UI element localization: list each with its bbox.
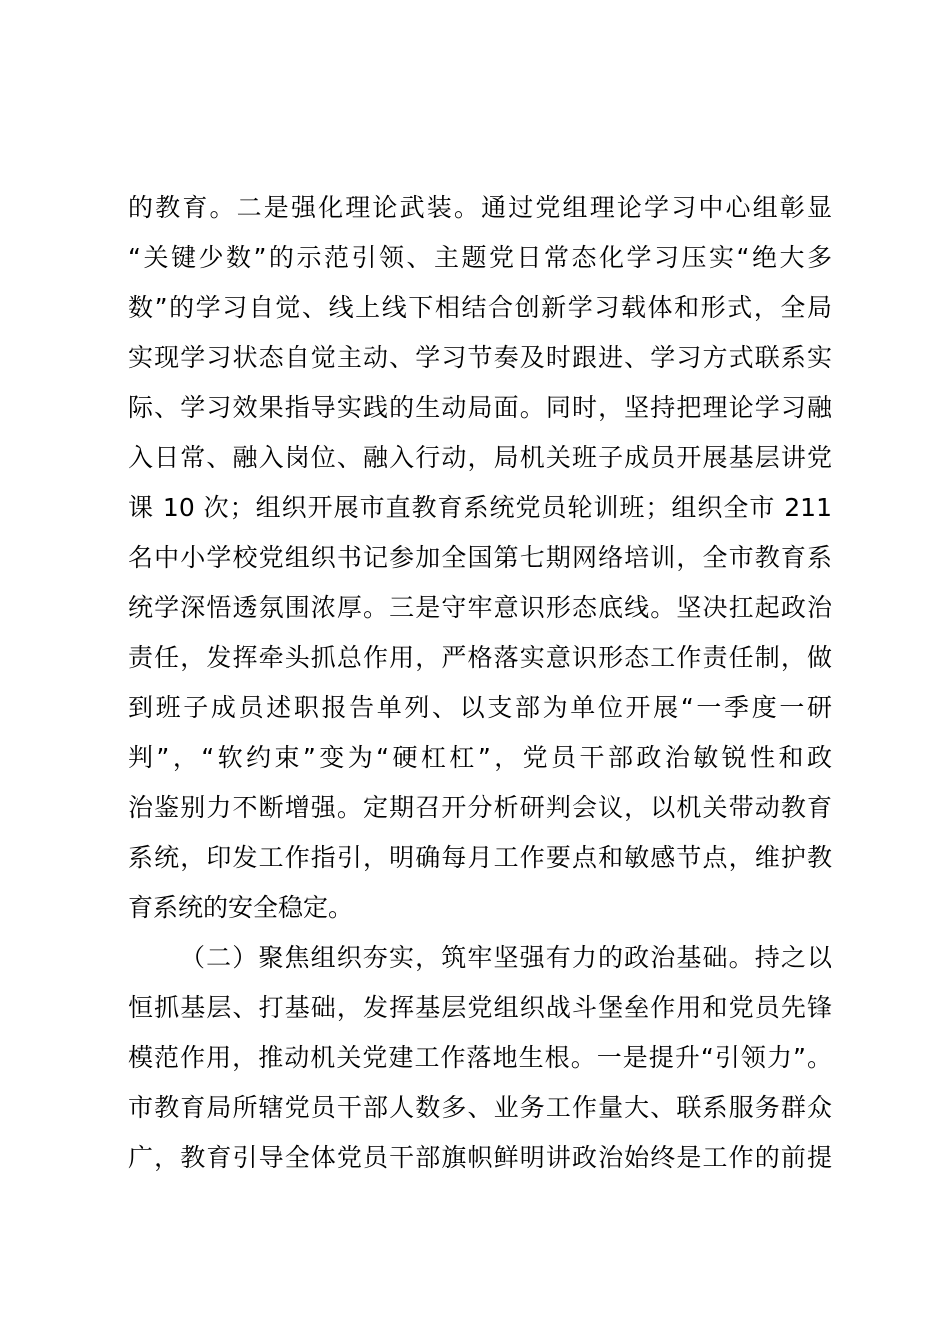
text-line: 模范作用，推动机关党建工作落地生根。一是提升“引领力”。 — [128, 1043, 832, 1072]
paragraph-2 — [128, 933, 832, 1183]
body-text — [128, 183, 832, 1183]
text-line: 统学深悟透氛围浓厚。三是守牢意识形态底线。坚决扛起政治 — [128, 593, 832, 622]
text-line: 入日常、融入岗位、融入行动，局机关班子成员开展基层讲党 — [128, 443, 832, 472]
text-line: 名中小学校党组织书记参加全国第七期网络培训，全市教育系 — [128, 543, 832, 572]
text-line: 判”，“软约束”变为“硬杠杠”，党员干部政治敏锐性和政 — [128, 743, 832, 772]
paragraph-1 — [128, 183, 832, 933]
text-line: “关键少数”的示范引领、主题党日常态化学习压实“绝大多 — [128, 243, 832, 272]
text-line: 育系统的安全稳定。 — [128, 893, 354, 922]
text-line: 广，教育引导全体党员干部旗帜鲜明讲政治始终是工作的前提 — [128, 1143, 832, 1172]
text-line: 责任，发挥牵头抓总作用，严格落实意识形态工作责任制，做 — [128, 643, 832, 672]
text-line: 系统，印发工作指引，明确每月工作要点和敏感节点，维护教 — [128, 843, 832, 872]
text-line: 市教育局所辖党员干部人数多、业务工作量大、联系服务群众 — [128, 1093, 832, 1122]
text-line: 际、学习效果指导实践的生动局面。同时，坚持把理论学习融 — [128, 393, 832, 422]
text-line: 的教育。二是强化理论武装。通过党组理论学习中心组彰显 — [128, 193, 832, 222]
text-line: 到班子成员述职报告单列、以支部为单位开展“一季度一研 — [128, 693, 832, 722]
text-line: 数”的学习自觉、线上线下相结合创新学习载体和形式，全局 — [128, 293, 832, 322]
text-line: 治鉴别力不断增强。定期召开分析研判会议，以机关带动教育 — [128, 793, 832, 822]
text-line: （二）聚焦组织夯实，筑牢坚强有力的政治基础。持之以 — [180, 943, 832, 972]
text-line: 实现学习状态自觉主动、学习节奏及时跟进、学习方式联系实 — [128, 343, 832, 372]
text-line: 恒抓基层、打基础，发挥基层党组织战斗堡垒作用和党员先锋 — [128, 993, 832, 1022]
text-line: 课 10 次；组织开展市直教育系统党员轮训班；组织全市 211 — [128, 493, 832, 522]
